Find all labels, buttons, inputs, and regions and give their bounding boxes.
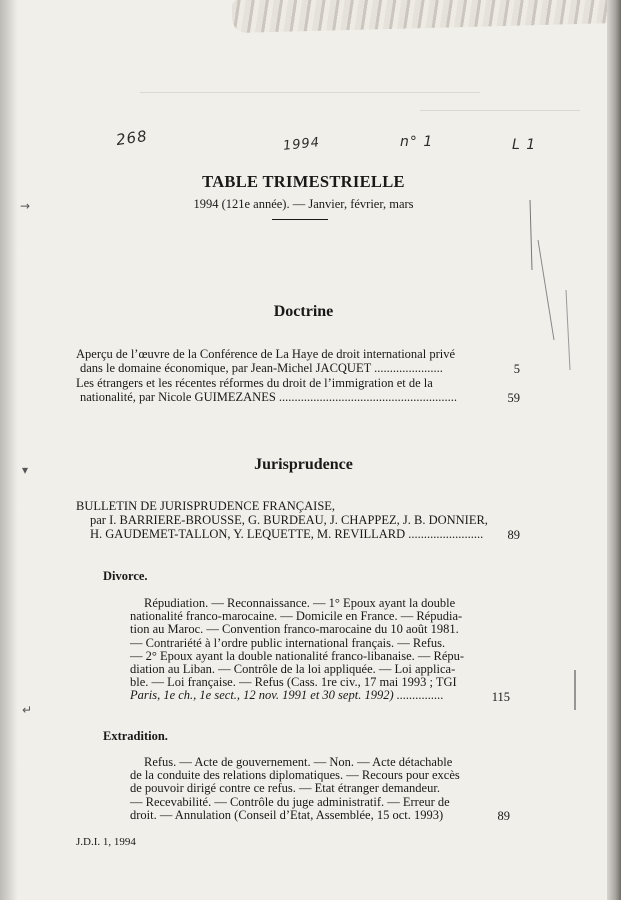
binding-shadow	[0, 0, 18, 900]
abstract-line: nationalité franco-marocaine. — Domicile en France. — Répudia-	[130, 609, 463, 624]
section-heading-jurisprudence: Jurisprudence	[254, 456, 353, 473]
margin-arrow-icon: →	[20, 199, 31, 213]
page-number: 5	[513, 362, 520, 376]
abstract-line: ble. — Loi française. — Refus (Cass. 1re civ., 17 mai 1993 ; TGI	[130, 675, 457, 690]
abstract-line: de la conduite des relations diplomatiques. — Recours pour excès	[130, 768, 460, 783]
adhesive-tape	[232, 0, 607, 33]
entry-line: H. GAUDEMET-TALLON, Y. LEQUETTE, M. REVILLARD ........................	[90, 526, 484, 541]
margin-arrow-icon: ↵	[22, 703, 33, 717]
title-divider	[272, 219, 328, 220]
abstract-line: droit. — Annulation (Conseil d’Etat, Assemblée, 15 oct. 1993)	[130, 807, 444, 822]
entry-line: nationalité, par Nicole GUIMEZANES .........................................................	[80, 389, 458, 404]
page-edge	[607, 0, 621, 900]
margin-arrow-icon: ▾	[22, 463, 29, 477]
abstract-line: diation au Liban. — Contrôle de la loi appliquée. — Loi applica-	[130, 662, 456, 677]
page-subtitle	[0, 197, 607, 212]
handwritten-number: 268	[114, 126, 149, 150]
bleed-through-line	[140, 92, 480, 93]
page-number: 89	[497, 809, 510, 823]
abstract-line: — Contrariété à l’ordre public international français. — Refus.	[130, 635, 446, 650]
entry-line: dans le domaine économique, par Jean-Michel JACQUET ......................	[80, 360, 443, 375]
bleed-through-line	[420, 110, 580, 111]
entry-line: Les étrangers et les récentes réformes du droit de l’immigration et de la	[76, 376, 433, 390]
abstract-line: de pouvoir dirigé contre ce refus. — Etat étranger demandeur.	[130, 781, 440, 796]
abstract-line: Refus. — Acte de gouvernement. — Non. — Acte détachable	[144, 755, 453, 769]
margin-pencil-marks	[520, 190, 580, 710]
entry-line: Aperçu de l’œuvre de la Conférence de La Haye de droit international privé	[76, 347, 455, 361]
entry-line: BULLETIN DE JURISPRUDENCE FRANÇAISE,	[76, 499, 336, 513]
abstract-line: tion au Maroc. — Convention franco-marocaine du 10 août 1981.	[130, 622, 459, 637]
handwritten-year: 1994	[282, 135, 321, 154]
page-number: 115	[491, 690, 510, 704]
page-number: 59	[507, 391, 520, 405]
handwritten-volume: L 1	[512, 137, 537, 153]
extradition-abstract[interactable]	[130, 756, 485, 822]
abstract-line: — 2° Epoux ayant la double nationalité franco-libanaise. — Répu-	[130, 648, 465, 663]
toc-entry[interactable]	[76, 377, 520, 405]
toc-entry-bulletin[interactable]	[76, 500, 520, 541]
page-footer: J.D.I. 1, 1994	[76, 836, 136, 848]
page-title: TABLE TRIMESTRIELLE	[202, 172, 405, 191]
divorce-abstract[interactable]	[130, 597, 485, 703]
handwritten-issue: n° 1	[400, 134, 434, 150]
subheading-extradition: Extradition.	[103, 729, 168, 743]
section-heading-doctrine: Doctrine	[273, 303, 334, 320]
subtitle-text: 1994 (121e année). — Janvier, février, mars	[193, 197, 414, 211]
abstract-line: — Recevabilité. — Contrôle du juge administratif. — Erreur de	[130, 794, 450, 809]
abstract-line: Répudiation. — Reconnaissance. — 1° Epoux ayant la double	[144, 596, 456, 610]
page-number: 89	[507, 528, 520, 542]
subheading-divorce: Divorce.	[103, 569, 148, 583]
abstract-line: Paris, 1e ch., 1e sect., 12 nov. 1991 et 30 sept. 1992) ...............	[130, 688, 444, 703]
entry-line: par I. BARRIERE-BROUSSE, G. BURDEAU, J. CHAPPEZ, J. B. DONNIER,	[90, 512, 488, 527]
toc-entry[interactable]	[76, 348, 520, 376]
